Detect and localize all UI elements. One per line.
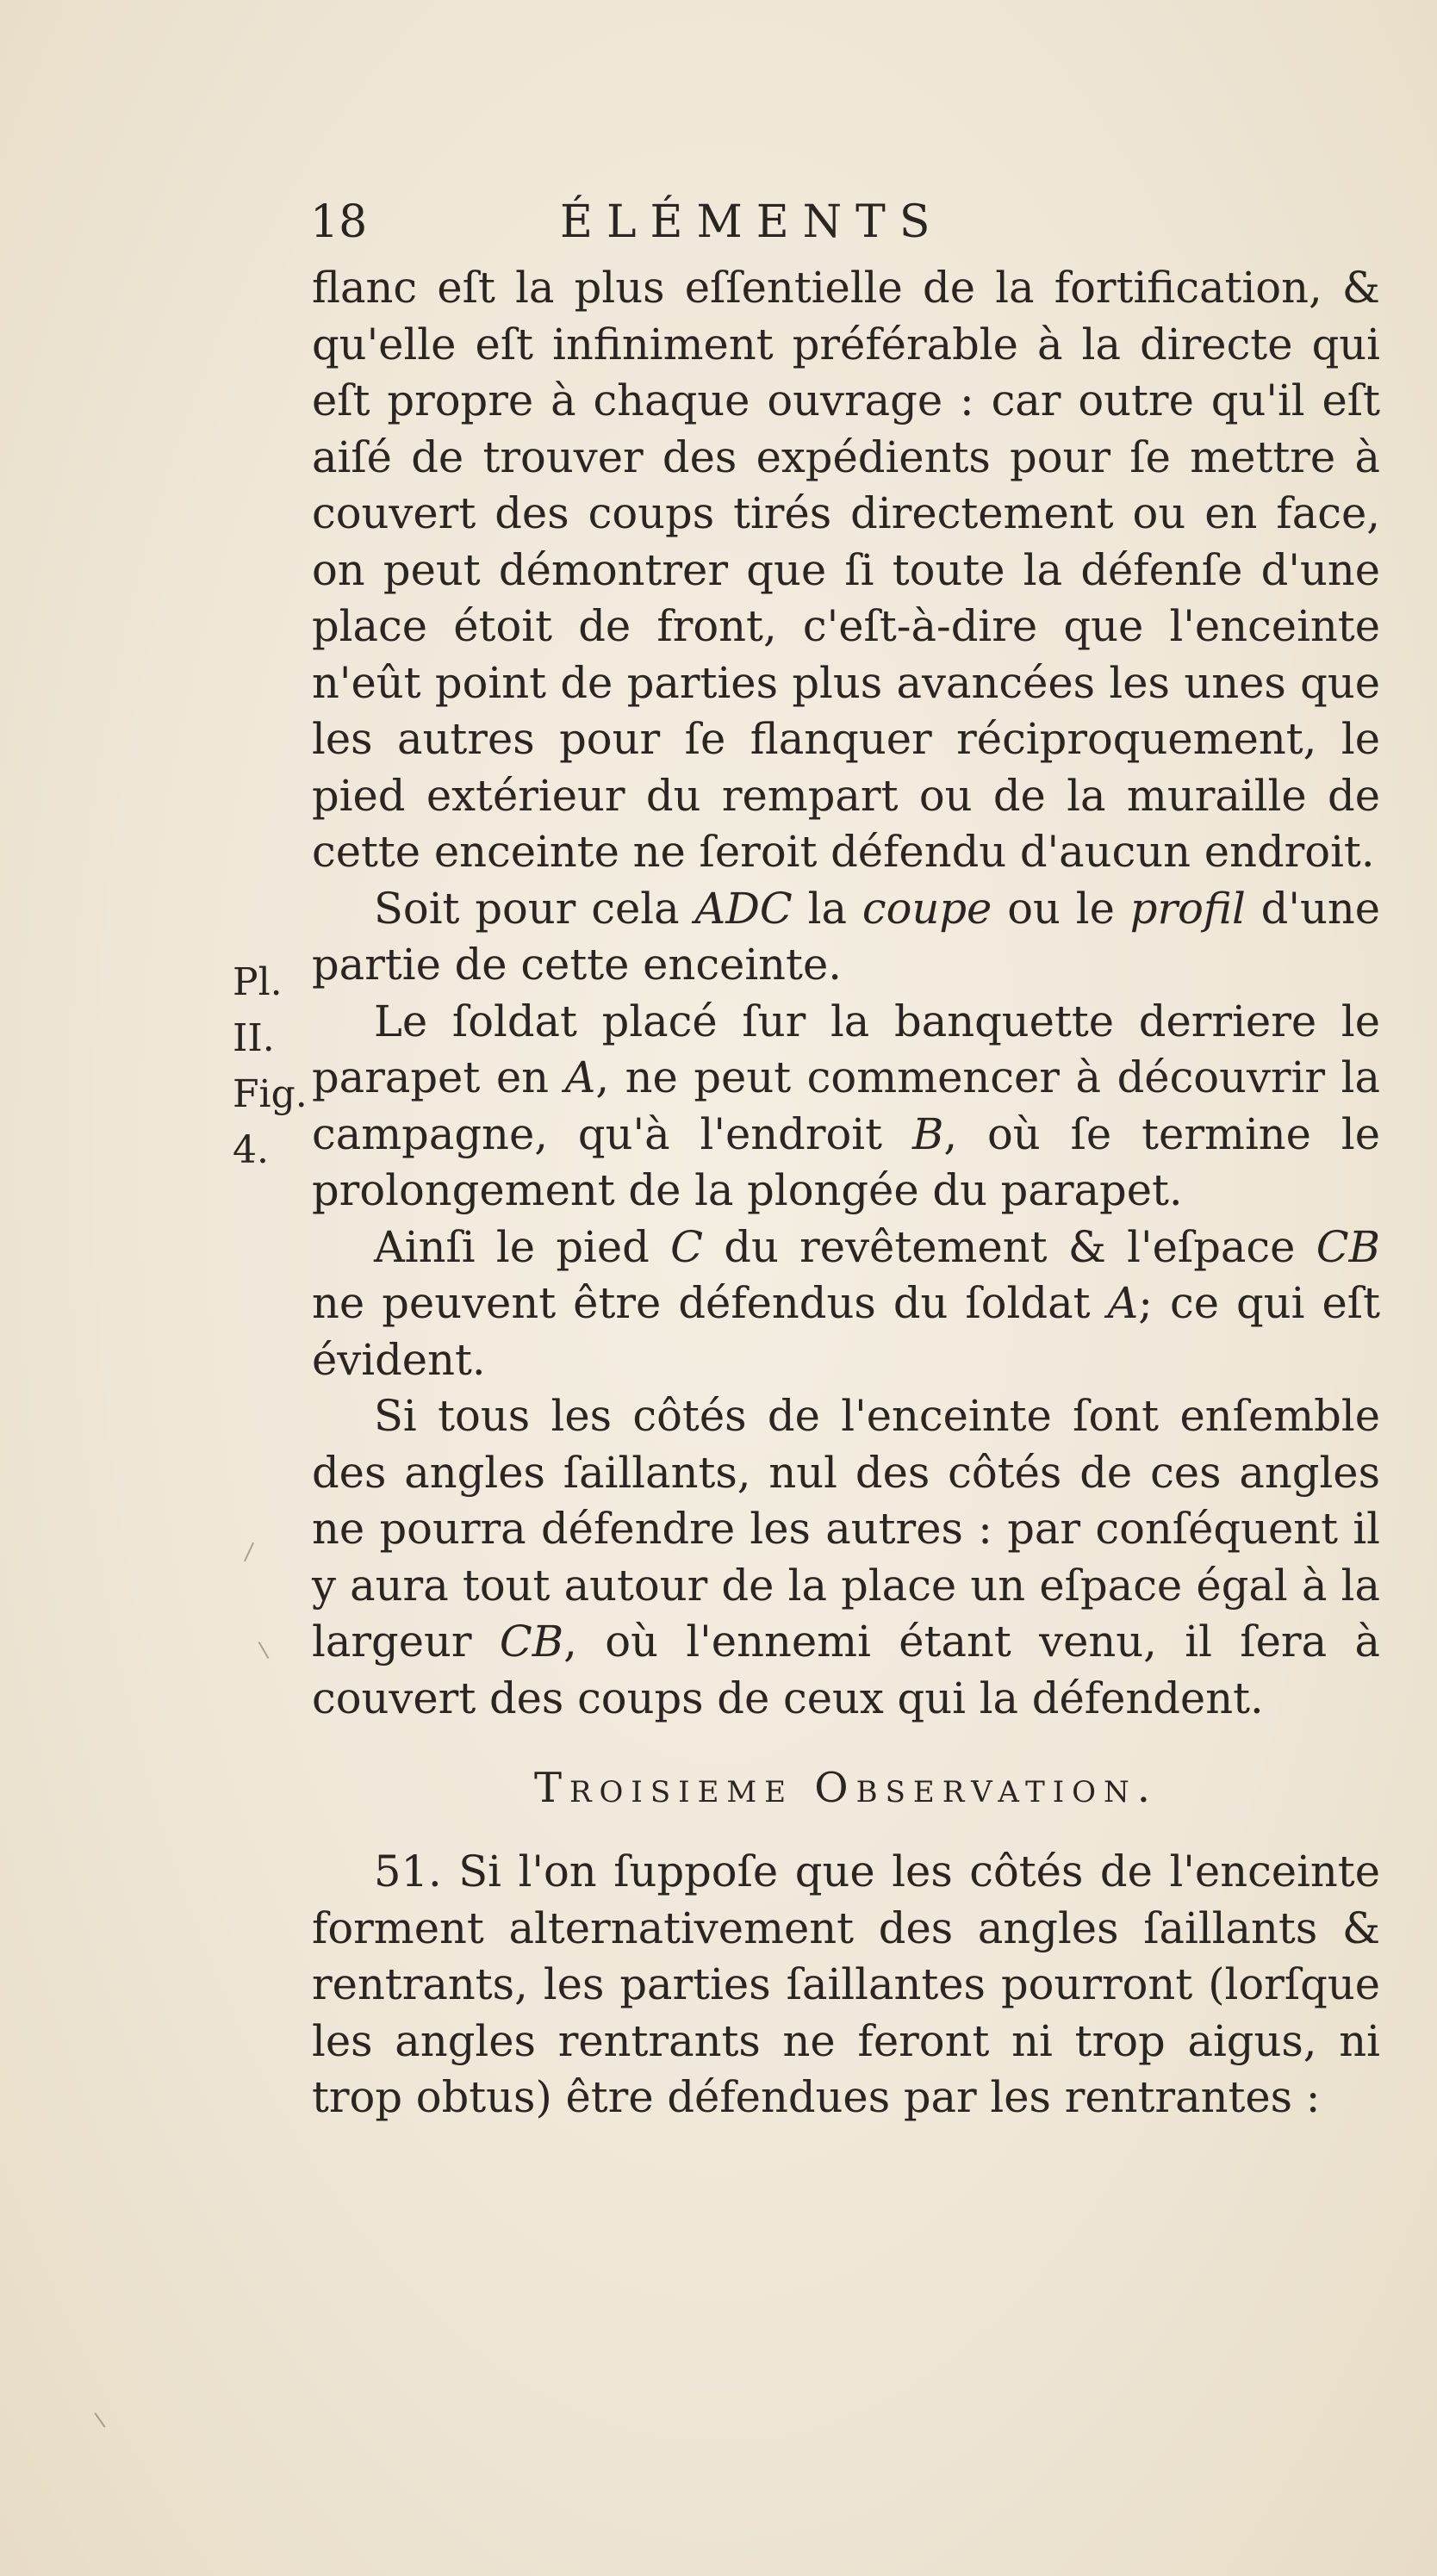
term-coupe: coupe <box>862 883 992 934</box>
paper-mark <box>94 2412 105 2428</box>
section-heading: Troisieme Observation. <box>533 1764 1159 1812</box>
term-profil: profil <box>1129 883 1246 934</box>
margin-note-figure: Fig. 4. <box>233 1072 308 1172</box>
label-c: C <box>670 1221 703 1272</box>
label-a-soldier: A <box>1107 1278 1139 1328</box>
page-header <box>310 196 1051 257</box>
paragraph-salient-angles: Si tous les côtés de l'enceinte ſont enſemble des angles ſaillants, nul des côtés de ces angles ne pourra défendre les autres : par conſéquent il y aura tout autour de la place un eſpace égal à la largeur CB, où l'ennemi étant venu, il ſera à couvert des coups de ceux qui la défendent. <box>312 1391 1380 1723</box>
label-cb: CB <box>1316 1221 1380 1272</box>
running-title: ÉLÉMENTS <box>560 196 944 248</box>
margin-note-plate-figure <box>233 954 319 1178</box>
paragraph-foot-c: Ainſi le pied C du revêtement & l'eſpace CB ne peuvent être défendus du ſoldat A; ce qui eſt évident. <box>312 1221 1380 1385</box>
label-cb-width: CB <box>499 1617 564 1667</box>
paragraph-profile: Soit pour cela ADC la coupe ou le profil d'une partie de cette enceinte. <box>312 883 1381 990</box>
page-number: 18 <box>310 196 368 248</box>
body-text <box>312 260 1380 2126</box>
label-adc: ADC <box>694 883 793 934</box>
paragraph-flank-defense: flanc eſt la plus eſſentielle de la fortification, & qu'elle eſt infiniment préférable à la directe qui eſt propre à chaque ouvrage : car outre qu'il eſt aiſé de trouver des expédients pour ſe mettre à couvert des coups tirés directement ou en face, on peut démontrer que ſi toute la défenſe d'une place étoit de front, c'eſt-à-dire que l'enceinte n'eût point de parties plus avancées les unes que les autres pour ſe flanquer réciproquement, le pied extérieur du rempart ou de la muraille de cette enceinte ne ſeroit défendu d'aucun endroit. <box>312 263 1380 877</box>
paper-mark <box>258 1642 270 1659</box>
label-a: A <box>564 1052 596 1102</box>
paper-mark <box>244 1542 254 1562</box>
label-b: B <box>911 1108 944 1159</box>
paragraph-51: 51. Si l'on ſuppoſe que les côtés de l'enceinte forment alternativement des angles ſaillants & rentrants, les parties ſaillantes pourront (lorſque les angles rentrants ne feront ni trop aigus, ni trop obtus) être défendues par les rentrantes : <box>312 1847 1380 2122</box>
paragraph-soldier: Le ſoldat placé ſur la banquette derriere le parapet en A, ne peut commencer à découvrir la campagne, qu'à l'endroit B, où ſe termine le prolongement de la plongée du parapet. <box>312 996 1381 1215</box>
margin-note-plate: Pl. II. <box>233 960 283 1060</box>
